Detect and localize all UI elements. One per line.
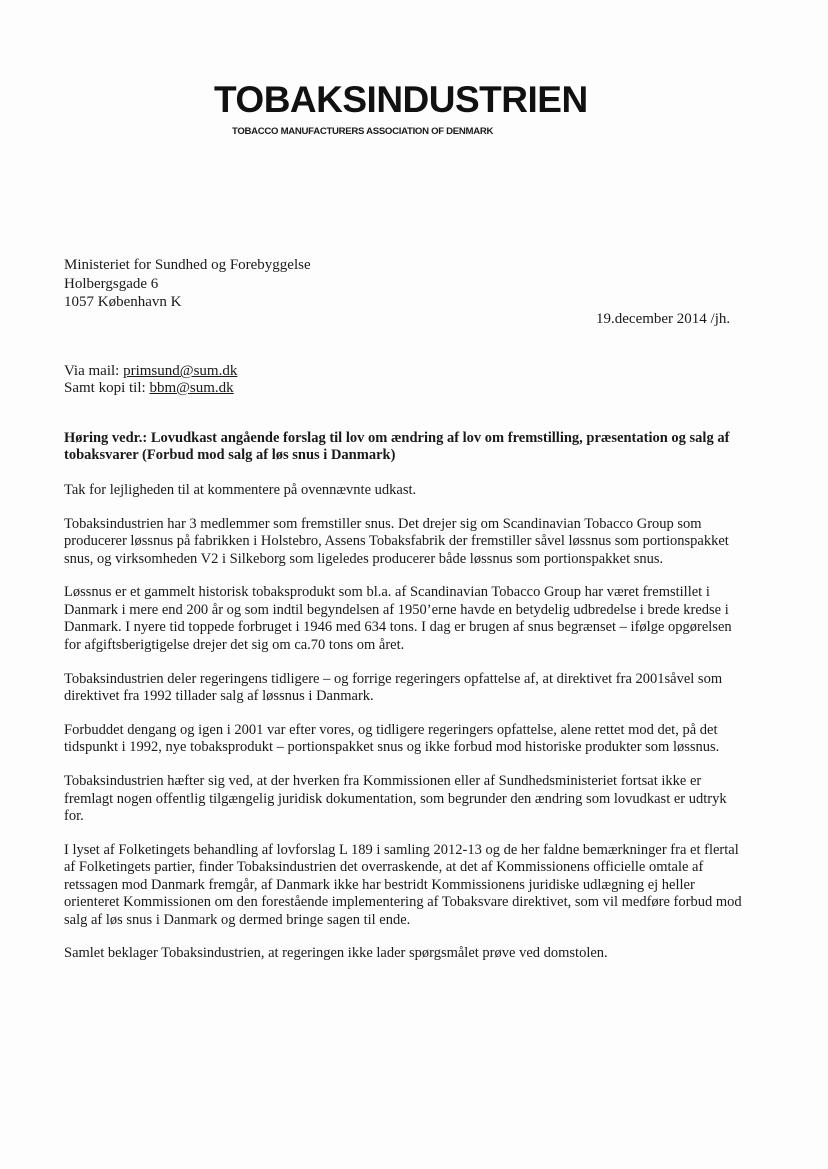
recipient-line-street: Holbergsgade 6 [64,275,159,292]
mail-label: Via mail: [64,363,124,379]
subject-line: Høring vedr.: Lovudkast angående forslag til lov om ændring af lov om fremstilling, præsentation og salg af tobaksvarer (Forbud mod salg af løs snus i Danmark) [64,430,730,464]
recipient-line-ministry: Ministeriet for Sundhed og Forebyggelse [64,257,311,273]
mail-address-link[interactable]: primsund@sum.dk [123,363,238,379]
paragraph-folketing: I lyset af Folketingets behandling af lovforslag L 189 i samling 2012-13 og de her faldne bemærkninger fra et flertal af Folketingets partier, finder Tobaksindustrien det overraskende, at det af Kommissionens officielle omtale af retssagen mod Danmark fremgår, af Danmark ikke har bestridt Kommissionens juridiske udlægning ej heller orienteret Kommissionen om den forestående implementering af Tobaksvare direktivet, som vil medføre forbud mod salg af løs snus i Danmark og dermed bringe sagen til ende. [64,841,742,928]
recipient-line-city: 1057 København K [64,294,182,310]
organization-subtitle: TOBACCO MANUFACTURERS ASSOCIATION OF DENMARK [232,126,494,137]
recipient-address [64,256,311,312]
contact-block [64,363,237,397]
copy-label: Samt kopi til: [64,380,150,396]
paragraph-directive: Tobaksindustrien deler regeringens tidligere – og forrige regeringers opfattelse af, at direktivet fra 2001såvel som direktivet fra 1992 tillader salg af løssnus i Danmark. [64,670,723,704]
paragraph-members: Tobaksindustrien har 3 medlemmer som fremstiller snus. Det drejer sig om Scandinavian Tobacco Group som producerer løssnus på fabrikken i Holstebro, Assens Tobaksfabrik der fremstiller såvel løssnus som portionspakket snus, og virksomheden V2 i Silkeborg som ligeledes producerer både løssnus som portionspakket snus. [64,515,729,567]
letter-date: 19.december 2014 /jh. [596,311,731,327]
paragraph-ban-2001: Forbuddet dengang og igen i 2001 var efter vores, og tidligere regeringers opfattelse, alene rettet mod det, på det tidspunkt i 1992, nye tobaksprodukt – portionspakket snus og ikke forbud mod historiske produkter som løssnus. [64,721,720,756]
copy-address-link[interactable]: bbm@sum.dk [149,380,234,396]
paragraph-thanks: Tak for lejligheden til at kommentere på ovennævnte udkast. [64,481,417,498]
mail-line [64,363,237,380]
paragraph-conclusion: Samlet beklager Tobaksindustrien, at regeringen ikke lader spørgsmålet prøve ved domstolen. [64,945,608,962]
letter-body [64,430,744,979]
paragraph-documentation: Tobaksindustrien hæfter sig ved, at der hverken fra Kommissionen eller af Sundhedsministeriet fortsat ikke er fremlagt nogen offentlig tilgængelig juridisk dokumentation, som begrunder den ændring som lovudkast er udtryk for. [64,773,727,824]
organization-name: TOBAKSINDUSTRIEN [214,79,588,120]
copy-line [64,380,237,397]
paragraph-history: Løssnus er et gammelt historisk tobaksprodukt som bl.a. af Scandinavian Tobacco Group har været fremstillet i Danmark i mere end 200 år og som indtil begyndelsen af 1950’erne havde en betydelig udbredelse i brede kredse i Danmark. I nyere tid toppede forbruget i 1946 med 634 tons. I dag er brugen af snus begrænset – ifølge opgørelsen for afgiftsberigtigelse drejer det sig om ca.70 tons om året. [64,584,732,653]
